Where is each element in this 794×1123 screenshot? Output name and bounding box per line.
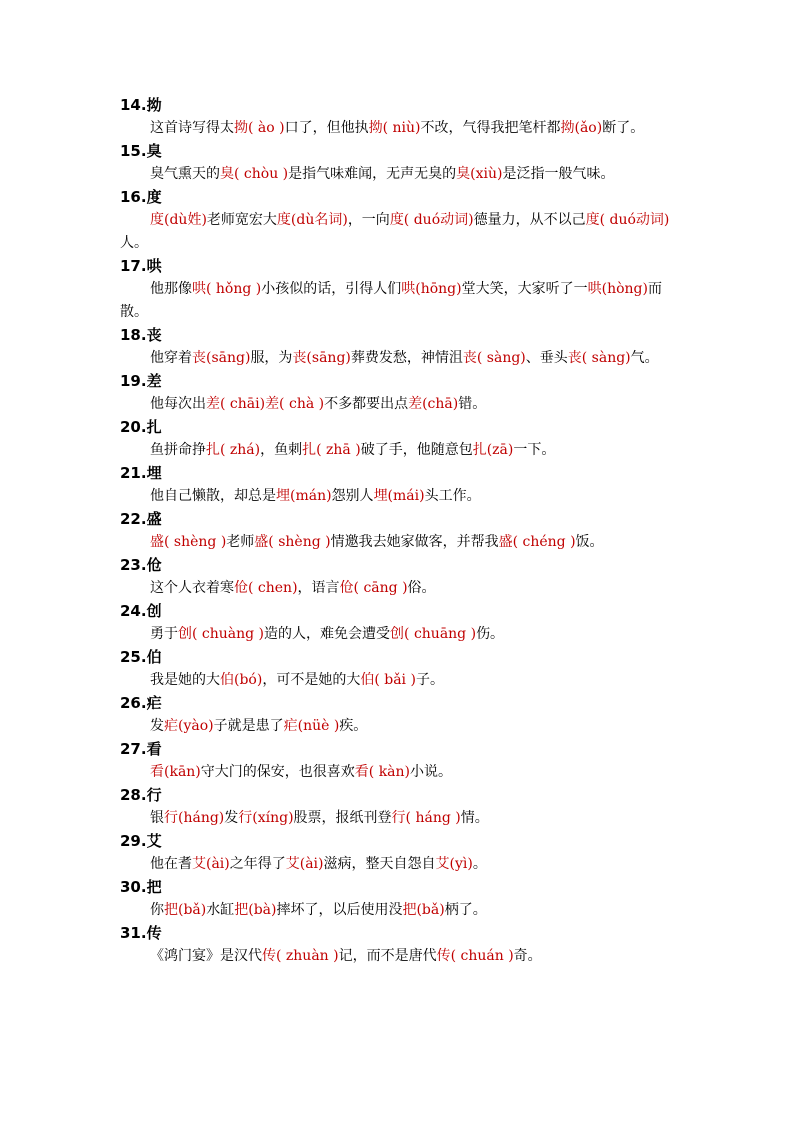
entry-heading: 24.创 [120,602,162,620]
polyphone-entry [0,370,794,416]
pronunciation-annotation: 度(dù姓) [150,212,207,228]
polyphone-entry [0,692,794,738]
example-sentence [0,117,676,140]
sentence-text: 臭气熏天的 [150,166,220,182]
pronunciation-annotation: 扎( zhā ) [302,442,361,458]
pronunciation-annotation: 臭( chòu ) [220,166,289,182]
polyphone-entry [0,784,794,830]
entry-heading: 26.疟 [120,694,162,712]
sentence-text: 子就是患了 [213,718,284,734]
pronunciation-annotation: 拗(ǎo) [560,120,603,136]
sentence-text: 水缸 [206,902,235,918]
sentence-text: ，语言 [297,580,340,596]
polyphone-entry [0,922,794,968]
pronunciation-annotation: 伯( bǎi ) [360,672,416,688]
example-sentence [0,209,676,255]
pronunciation-annotation: 埋(mái) [373,488,425,504]
pronunciation-annotation: 把(bǎ) [164,902,207,918]
sentence-text: 是指气味难闻，无声无臭的 [288,166,457,182]
sentence-text: 饭。 [575,534,604,550]
sentence-text: 滋病，整天自怨自 [323,856,436,872]
pronunciation-annotation: 盛( shèng ) [254,534,331,550]
pronunciation-annotation: 度( duó动词) [585,212,670,228]
sentence-text: 之年得了 [229,856,286,872]
example-sentence [0,899,676,922]
sentence-text: 错。 [458,396,487,412]
sentence-text: 鱼拼命挣 [150,442,206,458]
pronunciation-annotation: 创( chuàng ) [178,626,265,642]
sentence-text: 是泛指一般气味。 [502,166,615,182]
pronunciation-annotation: 把(bà) [234,902,277,918]
sentence-text: 。 [472,856,487,872]
sentence-text: 发 [224,810,239,826]
pronunciation-annotation: 盛( chéng ) [498,534,576,550]
sentence-text: 俗。 [407,580,436,596]
example-sentence [0,669,676,692]
sentence-text: 我是她的大 [150,672,220,688]
polyphone-entry [0,554,794,600]
example-sentence [0,439,676,462]
sentence-text: 勇于 [150,626,178,642]
sentence-text: 、垂头 [525,350,568,366]
sentence-text: 发 [150,718,164,734]
pronunciation-annotation: 艾(ài) [192,856,230,872]
entry-heading: 14.拗 [120,96,162,114]
pronunciation-annotation: 丧(sāng) [192,350,251,366]
sentence-text: 葬费发愁，神情沮 [350,350,463,366]
example-sentence [0,945,676,968]
pronunciation-annotation: 传( zhuàn ) [262,948,339,964]
polyphone-entry [0,646,794,692]
pronunciation-annotation: 扎(zā) [472,442,514,458]
entry-heading: 25.伯 [120,648,162,666]
entry-heading: 27.看 [120,740,162,758]
sentence-text: 断了。 [602,120,645,136]
pronunciation-annotation: 伧( chen) [234,580,298,596]
example-sentence [0,163,676,186]
entry-heading: 20.扎 [120,418,162,436]
sentence-text: 记，而不是唐代 [338,948,437,964]
polyphone-entry [0,876,794,922]
sentence-text: 奇。 [513,948,542,964]
sentence-text: 头工作。 [424,488,481,504]
sentence-text: ，可不是她的大 [262,672,361,688]
pronunciation-annotation: 行(xíng) [238,810,294,826]
sentence-text: 堂大笑，大家听了一 [461,281,588,297]
polyphone-entry [0,462,794,508]
pronunciation-annotation: 丧( sàng) [567,350,631,366]
sentence-text: 一下。 [513,442,556,458]
pronunciation-annotation: 把(bǎ) [402,902,445,918]
polyphone-entry [0,830,794,876]
sentence-text: 服，为 [250,350,293,366]
pronunciation-annotation: 疟(nüè ) [283,718,340,734]
sentence-text: 这首诗写得太 [150,120,234,136]
document-page [0,94,794,968]
polyphone-entry [0,94,794,140]
pronunciation-annotation: 艾(ài) [285,856,324,872]
sentence-text: 人。 [120,235,148,251]
entry-heading: 28.行 [120,786,162,804]
entry-heading: 30.把 [120,878,162,896]
pronunciation-annotation: 埋(mán) [276,488,332,504]
pronunciation-annotation: 伧( cāng ) [339,580,408,596]
sentence-text: 他那像 [150,281,192,297]
entry-heading: 22.盛 [120,510,162,528]
pronunciation-annotation: 创( chuāng ) [390,626,477,642]
entry-heading: 19.差 [120,372,162,390]
pronunciation-annotation: 差(chā) [408,396,459,412]
entry-heading: 29.艾 [120,832,162,850]
example-sentence [0,853,676,876]
sentence-text: 伤。 [476,626,505,642]
polyphone-entry [0,324,794,370]
sentence-text: 不改，气得我把笔杆都 [420,120,561,136]
sentence-text: ，鱼刺 [260,442,303,458]
sentence-text: 造的人，难免会遭受 [264,626,391,642]
sentence-text: 情。 [460,810,489,826]
example-sentence [0,623,676,646]
sentence-text: 《鸿门宴》是汉代 [150,948,262,964]
pronunciation-annotation: 传( chuán ) [436,948,514,964]
example-sentence [0,577,676,600]
entry-heading: 18.丧 [120,326,162,344]
pronunciation-annotation: 疟(yào) [164,718,214,734]
entry-heading: 31.传 [120,924,162,942]
pronunciation-annotation: 差( chà ) [265,396,325,412]
pronunciation-annotation: 哄( hǒng ) [192,281,262,297]
sentence-text: 小孩似的话，引得人们 [261,281,402,297]
pronunciation-annotation: 丧( sàng) [462,350,526,366]
example-sentence [0,761,676,784]
sentence-text: 老师宽宏大 [206,212,277,228]
entry-heading: 21.埋 [120,464,162,482]
sentence-text: 怨别人 [331,488,374,504]
entry-heading: 15.臭 [120,142,162,160]
sentence-text: ，一向 [347,212,390,228]
pronunciation-annotation: 差( chāi) [206,396,266,412]
polyphone-entry [0,186,794,255]
example-sentence [0,278,676,324]
sentence-text: 老师 [226,534,255,550]
pronunciation-annotation: 行( háng ) [391,810,461,826]
sentence-text: 他穿着 [150,350,192,366]
pronunciation-annotation: 扎( zhá) [206,442,261,458]
pronunciation-annotation: 看(kān) [150,764,201,780]
sentence-text: 银 [150,810,164,826]
sentence-text: 你 [150,902,164,918]
sentence-text: 他每次出 [150,396,206,412]
example-sentence [0,531,676,554]
sentence-text: 他自己懒散，却总是 [150,488,276,504]
sentence-text: 破了手，他随意包 [360,442,473,458]
sentence-text: 疾。 [339,718,368,734]
pronunciation-annotation: 丧(sāng) [292,350,351,366]
polyphone-entry [0,416,794,462]
sentence-text: 子。 [415,672,444,688]
pronunciation-annotation: 度( duó动词) [389,212,474,228]
pronunciation-annotation: 艾(yì) [435,856,473,872]
sentence-text: 守大门的保安，也很喜欢 [200,764,355,780]
pronunciation-annotation: 哄(hòng) [587,281,648,297]
polyphone-entry [0,738,794,784]
sentence-text: 股票，报纸刊登 [293,810,392,826]
sentence-text: 摔坏了，以后使用没 [276,902,403,918]
polyphone-entry [0,140,794,186]
sentence-text: 口了，但他执 [284,120,369,136]
example-sentence [0,807,676,830]
polyphone-entry [0,508,794,554]
pronunciation-annotation: 看( kàn) [354,764,411,780]
sentence-text: 情邀我去她家做客，并帮我 [330,534,499,550]
sentence-text: 不多都要出点 [324,396,409,412]
sentence-text: 而散。 [120,281,662,320]
example-sentence [0,485,676,508]
entry-heading: 23.伧 [120,556,162,574]
example-sentence [0,347,676,370]
example-sentence [0,393,676,416]
polyphone-entry [0,600,794,646]
sentence-text: 小说。 [410,764,453,780]
pronunciation-annotation: 伯(bó) [220,672,263,688]
sentence-text: 德量力，从不以己 [473,212,586,228]
sentence-text: 气。 [630,350,659,366]
pronunciation-annotation: 哄(hōng) [401,281,462,297]
sentence-text: 柄了。 [444,902,487,918]
sentence-text: 他在耆 [150,856,192,872]
sentence-text: 这个人衣着寒 [150,580,234,596]
polyphone-entry [0,255,794,324]
pronunciation-annotation: 拗( ào ) [234,120,285,136]
example-sentence [0,715,676,738]
pronunciation-annotation: 度(dù名词) [276,212,348,228]
pronunciation-annotation: 盛( shèng ) [150,534,227,550]
pronunciation-annotation: 行(háng) [164,810,225,826]
entry-heading: 17.哄 [120,257,162,275]
pronunciation-annotation: 拗( niù) [368,120,421,136]
pronunciation-annotation: 臭(xiù) [456,166,503,182]
entry-heading: 16.度 [120,188,162,206]
